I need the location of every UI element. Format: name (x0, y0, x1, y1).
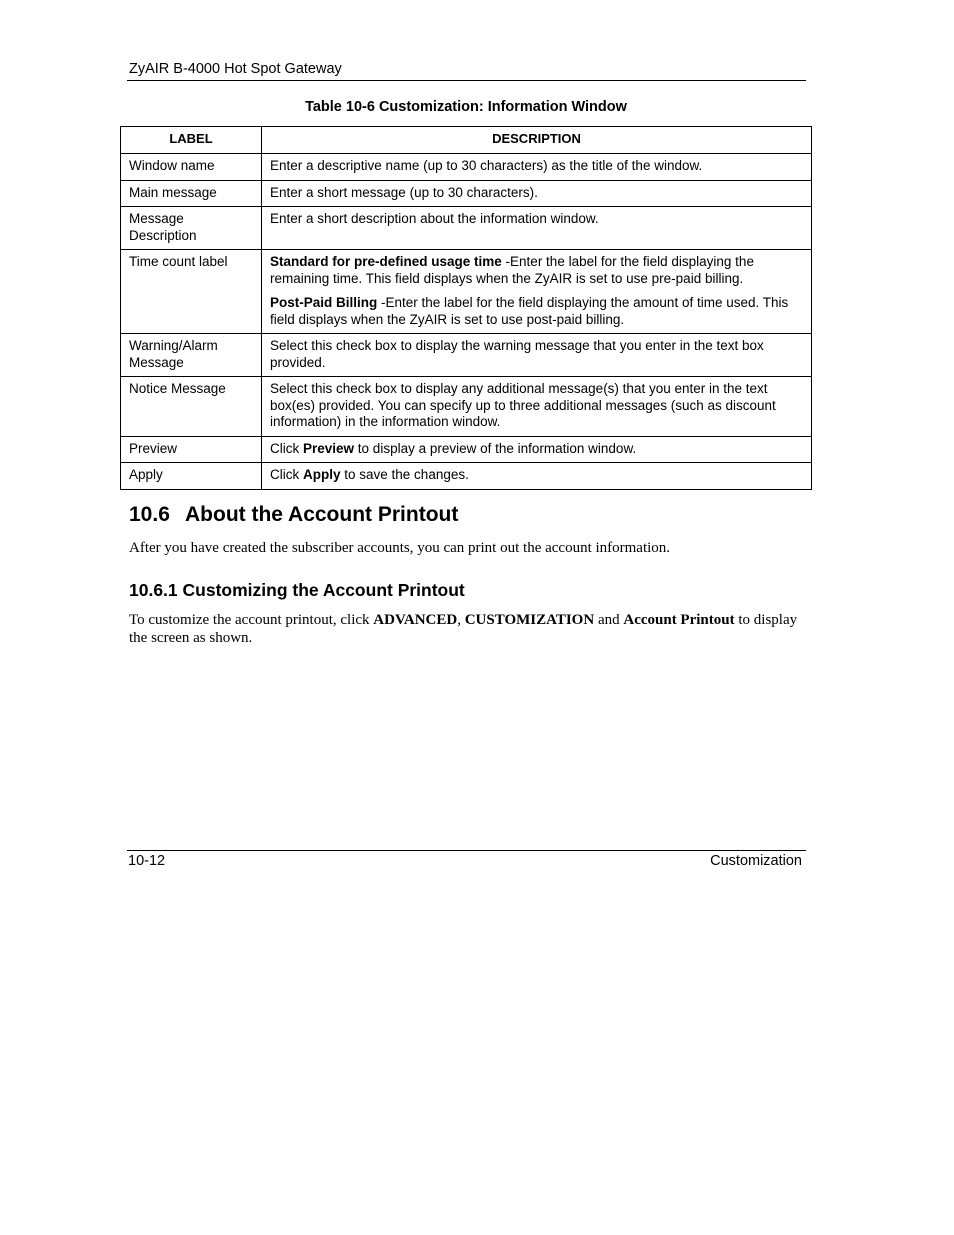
description-text: to display a preview of the information window. (354, 440, 637, 456)
menu-customization: CUSTOMIZATION (464, 612, 595, 628)
section-number: 10.6 (129, 503, 170, 526)
row-label: Apply (121, 463, 262, 490)
table-caption: Table 10-6 Customization: Information Window (305, 99, 627, 115)
row-description: Select this check box to display any additional message(s) that you enter in the text box(es) provided. You can specify up to three additional messages (such as discount information) in the information window. (262, 377, 812, 437)
table-row (121, 334, 812, 377)
row-description: Enter a short description about the information window. (262, 207, 812, 250)
description-text: Click (270, 467, 303, 482)
row-description: Select this check box to display the warning message that you enter in the text box provided. (262, 334, 812, 377)
row-label: Message Description (121, 207, 262, 250)
table-row (121, 180, 812, 207)
paragraph-text: , (457, 612, 465, 628)
term-standard: Standard for pre-defined usage time (270, 254, 502, 269)
paragraph-text: To customize the account printout, click (129, 612, 374, 628)
row-label: Main message (121, 180, 262, 207)
subsection-paragraph (129, 611, 809, 647)
row-label: Warning/Alarm Message (121, 334, 262, 377)
running-header: ZyAIR B-4000 Hot Spot Gateway (129, 61, 342, 77)
row-description: Enter a descriptive name (up to 30 characters) as the title of the window. (262, 154, 812, 181)
menu-advanced: ADVANCED (373, 612, 458, 628)
header-rule (127, 80, 806, 81)
row-label: Preview (121, 436, 262, 463)
row-description (262, 436, 812, 463)
term-standard-text: -Enter the label for the field displaying the remaining time. This field displays when the ZyAIR is set to use pre-paid billing. (270, 254, 754, 286)
chapter-name: Customization (710, 853, 802, 869)
table-row (121, 250, 812, 334)
information-window-table (120, 126, 812, 490)
section-title: About the Account Printout (185, 503, 459, 526)
row-label: Notice Message (121, 377, 262, 437)
subsection-heading: 10.6.1 Customizing the Account Printout (129, 580, 465, 600)
column-header-description: DESCRIPTION (262, 127, 812, 154)
menu-account-printout: Account Printout (623, 612, 735, 628)
page-number: 10-12 (128, 853, 166, 869)
table-row (121, 377, 812, 437)
table-header-row (121, 127, 812, 154)
description-paragraph (270, 295, 803, 328)
row-label: Time count label (121, 250, 262, 334)
row-description (262, 250, 812, 334)
table-row (121, 207, 812, 250)
row-label: Window name (121, 154, 262, 181)
paragraph-text: to display the screen as shown. (129, 612, 798, 646)
column-header-label: LABEL (121, 127, 262, 154)
description-paragraph (270, 254, 803, 287)
section-paragraph: After you have created the subscriber accounts, you can print out the account information. (129, 540, 671, 556)
term-post-paid: Post-Paid Billing (270, 295, 378, 310)
term-preview: Preview (303, 440, 355, 456)
paragraph-text: and (594, 612, 624, 628)
row-description (262, 463, 812, 490)
table-row (121, 463, 812, 490)
row-description: Enter a short message (up to 30 characters). (262, 180, 812, 207)
term-post-paid-text: -Enter the label for the field displaying the amount of time used. This field displays when the ZyAIR is set to use post-paid billing. (270, 295, 789, 327)
footer-rule (127, 850, 806, 851)
table-row (121, 154, 812, 181)
description-text: to save the changes. (340, 467, 469, 482)
description-text: Click (270, 440, 303, 456)
section-heading (129, 503, 458, 527)
term-apply: Apply (303, 467, 341, 482)
table-row (121, 436, 812, 463)
